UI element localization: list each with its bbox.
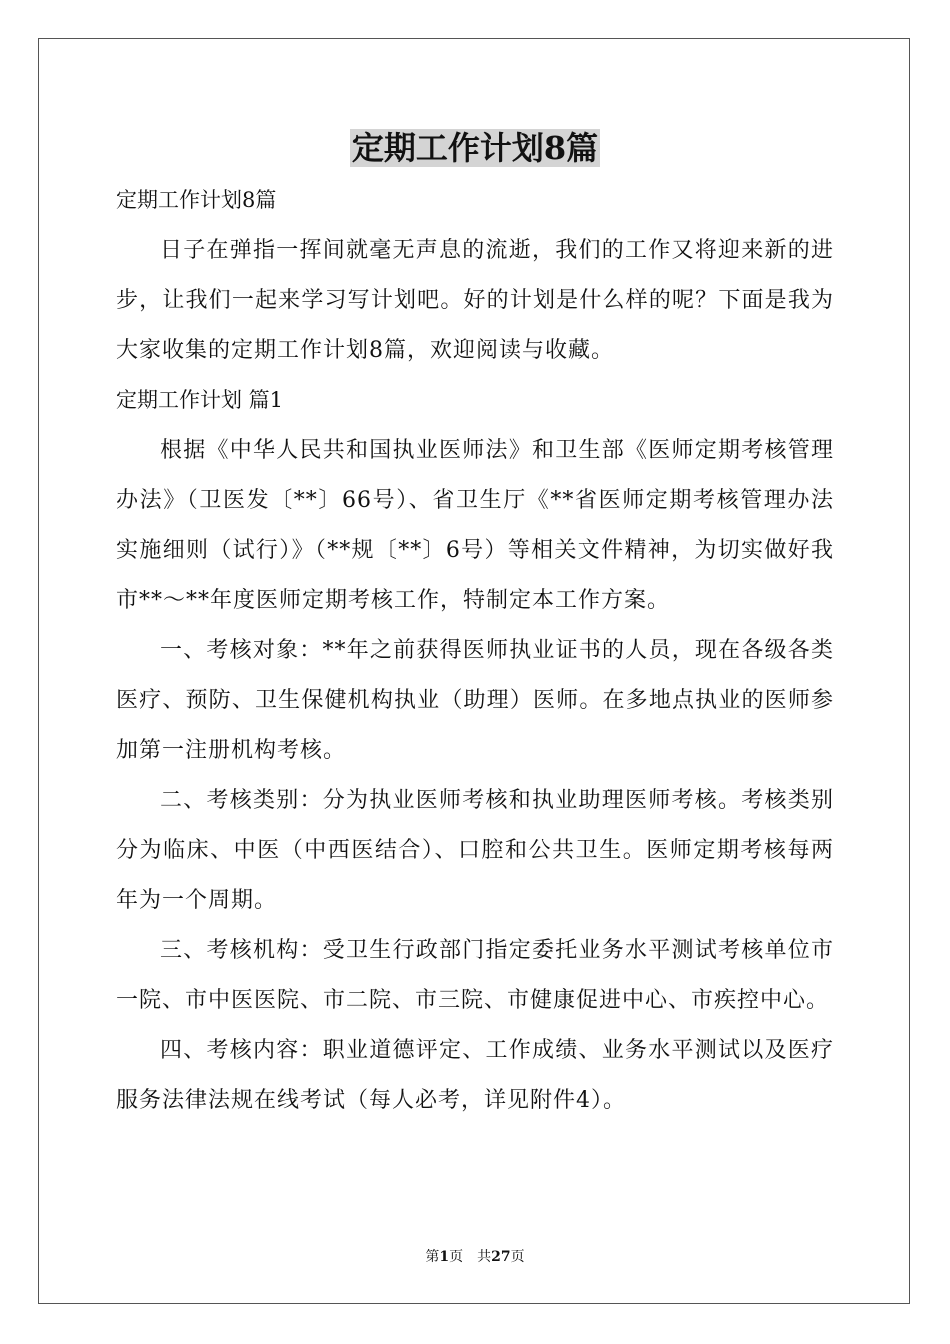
title-text: 定期工作计划8篇 (351, 129, 599, 167)
body-paragraph-5: 四、考核内容：职业道德评定、工作成绩、业务水平测试以及医疗服务法律法规在线考试（每人必考，详见附件4）。 (116, 1038, 834, 1113)
footer-suffix: 页 (510, 1249, 525, 1265)
body-paragraph-2: 一、考核对象：**年之前获得医师执业证书的人员，现在各级各类医疗、预防、卫生保健机构执业（助理）医师。在多地点执业的医师参加第一注册机构考核。 (116, 638, 834, 763)
body-paragraph-3: 二、考核类别：分为执业医师考核和执业助理医师考核。考核类别分为临床、中医（中西医结合）、口腔和公共卫生。医师定期考核每两年为一个周期。 (116, 788, 834, 913)
document-title (0, 124, 950, 172)
intro-paragraph: 日子在弹指一挥间就毫无声息的流逝，我们的工作又将迎来新的进步，让我们一起来学习写计划吧。好的计划是什么样的呢？下面是我为大家收集的定期工作计划8篇，欢迎阅读与收藏。 (116, 238, 834, 363)
page-footer (0, 1246, 950, 1266)
subtitle: 定期工作计划8篇 (116, 188, 277, 212)
footer-page-number: 1 (439, 1249, 450, 1265)
footer-mid: 页 共 (449, 1249, 492, 1265)
body-paragraph-4: 三、考核机构：受卫生行政部门指定委托业务水平测试考核单位市一院、市中医医院、市二院、市三院、市健康促进中心、市疾控中心。 (116, 938, 834, 1013)
document-body (116, 180, 834, 1126)
body-paragraph-1: 根据《中华人民共和国执业医师法》和卫生部《医师定期考核管理办法》（卫医发〔**〕66号）、省卫生厅《**省医师定期考核管理办法实施细则（试行）》（**规〔**〕6号）等相关文件精神，为切实做好我市**～**年度医师定期考核工作，特制定本工作方案。 (116, 438, 834, 613)
footer-prefix: 第 (425, 1249, 440, 1265)
section-heading: 定期工作计划 篇1 (116, 388, 284, 412)
footer-page-total: 27 (491, 1249, 511, 1265)
